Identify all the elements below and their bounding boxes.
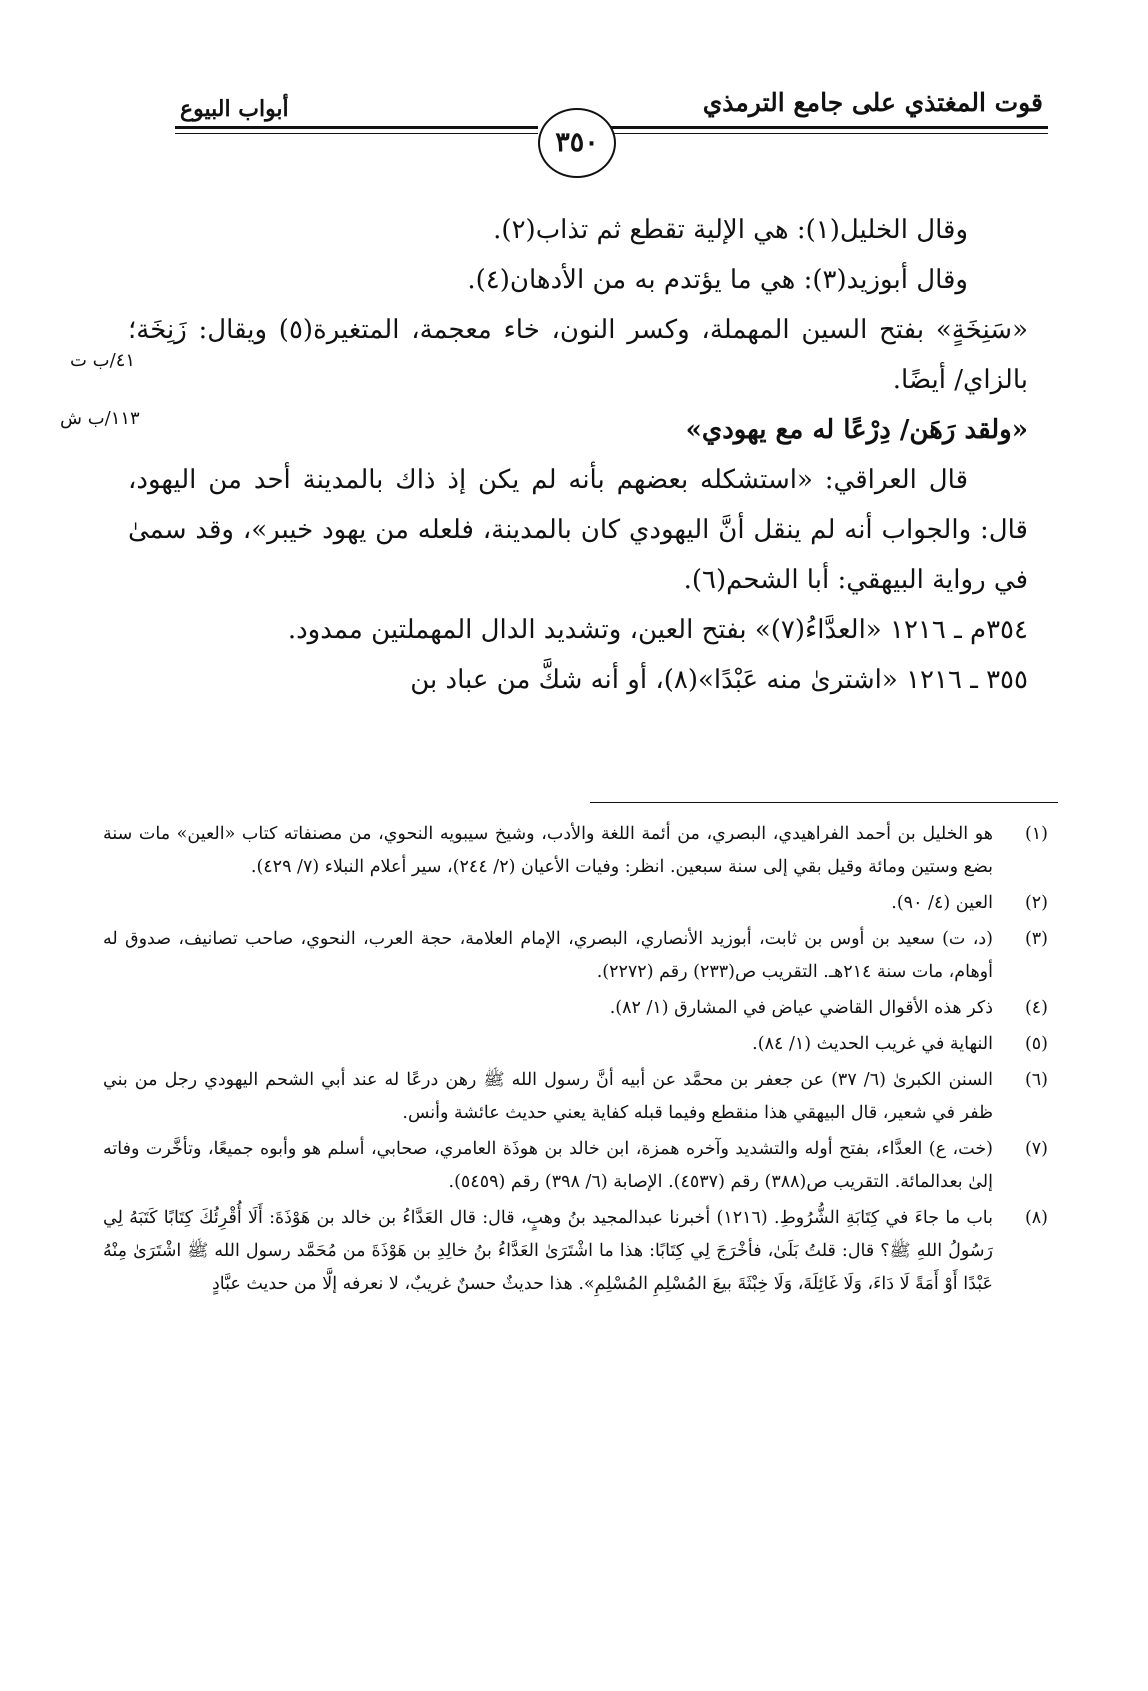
footnote-text: السنن الكبرىٰ (٦/ ٣٧) عن جعفر بن محمَّد عن أبيه أنَّ رسول الله ﷺ رهن درعًا له عند أبي الشحم اليهودي رجل من بني ظفر في شعير، قال البيهقي هذا منقطع وفيما قبله كفاية يعني حديث عائشة وأنس. <box>103 1070 993 1123</box>
body-paragraph: ٣٥٤م ـ ١٢١٦ «العدَّاءُ(٧)» بفتح العين، وتشديد الدال المهملتين ممدود. <box>287 615 1028 645</box>
header-rule-right-thin <box>610 133 1048 134</box>
footnote-number: (٧) <box>1024 1139 1048 1159</box>
footnote <box>103 992 1048 1025</box>
footnote-text: (خت، ع) العدَّاء، بفتح أوله والتشديد وآخره همزة، ابن خالد بن هوذَة العامري، صحابي، أسلم هو وأبوه جميعًا، وتأخَّرت وفاته إلىٰ بعدالمائة. التقريب ص(٣٨٨) رقم (٤٥٣٧). الإصابة (٦/ ٣٩٨) رقم (٥٤٥٩). <box>103 1139 993 1192</box>
header-rule-left <box>175 126 538 129</box>
body-paragraph: «سَنِخَةٍ» بفتح السين المهملة، وكسر النون، خاء معجمة، المتغيرة(٥) ويقال: زَنِخَة؛ بالزاي/ أيضًا. <box>128 315 1028 395</box>
footnote <box>103 818 1048 884</box>
footnote-number: (٢) <box>1024 893 1048 913</box>
body-paragraph: ٣٥٥ ـ ١٢١٦ «اشترىٰ منه عَبْدًا»(٨)، أو أنه شكَّ من عباد بن <box>410 665 1028 695</box>
main-text <box>128 205 1028 705</box>
footnote-number: (٥) <box>1024 1034 1048 1054</box>
footnote-text: باب ما جاءَ في كِتَابَةِ الشُّرُوطِ. (١٢١٦) أخبرنا عبدالمجيد بنُ وهبٍ، قال: قال العَدَّاءُ بن خالد بن هَوْذَةَ: أَلَا أُقْرِئُكَ كِتَابًا كَتَبَهُ لِي رَسُولُ اللهِ ﷺ؟ قال: قلتُ بَلَىٰ، فأخْرَجَ لِي كِتَابًا: هذا ما اشْتَرَىٰ العَدَّاءُ بنُ خالِدِ بن هَوْذَةَ من مُحَمَّد رسول الله ﷺ اشْتَرَىٰ مِنْهُ عَبْدًا أَوْ أَمَةً لَا دَاءَ، وَلَا غَائِلَةَ، وَلَا خِبْثَةَ بيعَ المُسْلِمِ المُسْلِمِ». هذا حديثٌ حسنٌ غريبٌ، لا نعرفه إلَّا من حديث عبَّادٍ <box>103 1208 993 1294</box>
footnote <box>103 1133 1048 1199</box>
footnote-text: النهاية في غريب الحديث (١/ ٨٤). <box>752 1034 993 1054</box>
footnote <box>103 1028 1048 1061</box>
footnote-number: (٣) <box>1024 929 1048 949</box>
chapter-title: أبواب البيوع <box>180 96 289 122</box>
footnote-text: ذكر هذه الأقوال القاضي عياض في المشارق (١/ ٨٢). <box>609 998 993 1018</box>
book-title: قوت المغتذي على جامع الترمذي <box>702 88 1043 117</box>
footnote-text: العين (٤/ ٩٠). <box>891 893 993 913</box>
footnote-separator <box>590 802 1058 803</box>
footnotes <box>103 818 1048 1304</box>
header-rule-right <box>610 126 1048 129</box>
footnote-number: (١) <box>1024 824 1048 844</box>
footnote-text: (د، ت) سعيد بن أوس بن ثابت، أبوزيد الأنصاري، البصري، الإمام العلامة، حجة العرب، النحوي، صاحب تصانيف، صدوق له أوهام، مات سنة ٢١٤هـ. التقريب ص(٢٣٣) رقم (٢٢٧٢). <box>103 929 993 982</box>
margin-note: ٤١/ب ت <box>70 350 136 371</box>
footnote <box>103 887 1048 920</box>
header-rule-left-thin <box>175 133 538 134</box>
footnote-number: (٤) <box>1024 998 1048 1018</box>
footnote-text: هو الخليل بن أحمد الفراهيدي، البصري، من أئمة اللغة والأدب، وشيخ سيبويه النحوي، من مصنفاته كتاب «العين» مات سنة بضع وستين ومائة وقيل بقي إلى سنة سبعين. انظر: وفيات الأعيان (٢/ ٢٤٤)، سير أعلام النبلاء (٧/ ٤٢٩). <box>103 824 993 877</box>
footnote-number: (٨) <box>1024 1208 1048 1228</box>
margin-note: ١١٣/ب ش <box>60 408 140 429</box>
body-paragraph: قال العراقي: «استشكله بعضهم بأنه لم يكن إذ ذاك بالمدينة أحد من اليهود، قال: والجواب أنه لم ينقل أنَّ اليهودي كان بالمدينة، فلعله من يهود خيبر»، وقد سمىٰ في رواية البيهقي: أبا الشحم(٦). <box>128 465 1028 595</box>
footnote <box>103 923 1048 989</box>
footnote <box>103 1202 1048 1301</box>
footnote <box>103 1064 1048 1130</box>
body-paragraph: وقال الخليل(١): هي الإلية تقطع ثم تذاب(٢). <box>493 215 968 245</box>
footnote-number: (٦) <box>1024 1070 1048 1090</box>
page-number: ٣٥٠ <box>538 108 616 178</box>
hadith-quote: «ولقد رَهَن/ دِرْعًا له مع يهودي» <box>685 415 1028 445</box>
body-paragraph: وقال أبوزيد(٣): هي ما يؤتدم به من الأدهان(٤). <box>467 265 968 295</box>
